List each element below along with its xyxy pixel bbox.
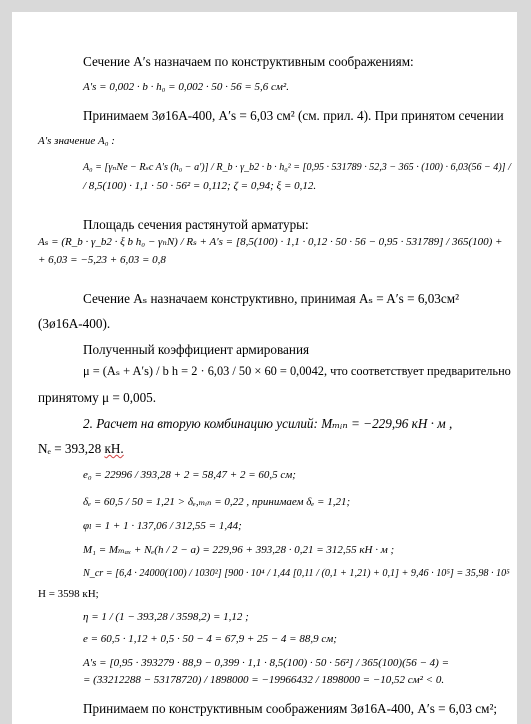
page-margin-right [517,0,531,724]
formula-line: η = 1 / (1 − 393,28 / 3598,2) = 1,12 ; [83,611,249,623]
formula-line: δₑ = 60,5 / 50 = 1,21 > δₑ,ₘᵢₙ = 0,22 , принимаем δₑ = 1,21; [83,496,351,508]
formula-line: Н = 3598 кН; [38,588,99,600]
formula-line: A′s = [0,95 · 393279 · 88,9 − 0,399 · 1,1 · 8,5(100) · 50 · 56²] / 365(100)(56 − 4) = [83,657,449,669]
formula-line: = (33212288 − 53178720) / 1898000 = −19966432 / 1898000 = −10,52 см² < 0. [83,674,445,686]
text-line: 2. Расчет на вторую комбинацию усилий: Mₘᵢₙ = −229,96 кН · м , [83,416,453,431]
formula-line: e₀ = 22996 / 393,28 + 2 = 58,47 + 2 = 60,5 см; [83,469,296,481]
formula-line: φₗ = 1 + 1 · 137,06 / 312,55 = 1,44; [83,520,242,532]
text-line: принятому μ = 0,005. [38,390,157,405]
text-line: Принимаем по конструктивным соображениям 3ø16А-400, A′s = 6,03 см²; [83,701,498,716]
text-line: Сечение Aₛ назначаем конструктивно, принимая Aₛ = A′s = 6,03см² [83,291,460,306]
formula-line: A′s значение A₀ : [38,135,115,147]
text-line: Полученный коэффициент армирования [83,342,310,357]
text-line-content: Nₑ = 393,28 кН. [38,441,124,456]
formula-line: A₀ = [γₙNe − Rₛc A′s (h₀ − a′)] / R_b · γ_b2 · b · h₀² = [0,95 · 531789 · 52,3 − 365 · (100) · 6,03(56 − 4)] / [83,162,511,173]
page-margin-left [0,0,12,724]
text-line: (3ø16А-400). [38,316,111,331]
formula-line: / 8,5(100) · 1,1 · 50 · 56² = 0,112; ζ = 0,94; ξ = 0,12. [83,180,317,192]
formula-line: e = 60,5 · 1,12 + 0,5 · 50 − 4 = 67,9 + 25 − 4 = 88,9 см; [83,633,337,645]
spellcheck-mark: кН. [104,441,124,456]
formula-line: M₁ = Mₘₐₓ + Nₑ(h / 2 − a) = 229,96 + 393,28 · 0,21 = 312,55 кН · м ; [83,544,395,556]
formula-line: A′s = 0,002 · b · h₀ = 0,002 · 50 · 56 = 5,6 см². [83,81,289,93]
formula-line: N_cr = [6,4 · 24000(100) / 1030²] [900 · 10⁴ / 1,44 [0,11 / (0,1 + 1,21) + 0,1] + 9,46 · 10⁵] = 35,98 · 10⁵ [83,568,510,579]
text-line [38,442,124,455]
text-line: Принимаем 3ø16А-400, A′s = 6,03 см² (см. прил. 4). При принятом сечении [83,108,504,123]
text-line: Сечение A′s назначаем по конструктивным соображениям: [83,54,414,69]
formula-line: Aₛ = (R_b · γ_b2 · ξ b h₀ − γₙN) / Rₛ + A′s = [8,5(100) · 1,1 · 0,12 · 50 · 56 − 0,95 · 531789] / 365(100) + [38,236,503,248]
text-line: Площадь сечения растянутой арматуры: [83,217,309,232]
formula-line: + 6,03 = −5,23 + 6,03 = 0,8 [38,254,166,266]
document-page [12,12,517,724]
text-line: μ = (Aₛ + A′s) / b h = 2 · 6,03 / 50 × 60 = 0,0042, что соответствует предварительно [83,364,511,378]
page-margin-top [0,0,531,12]
